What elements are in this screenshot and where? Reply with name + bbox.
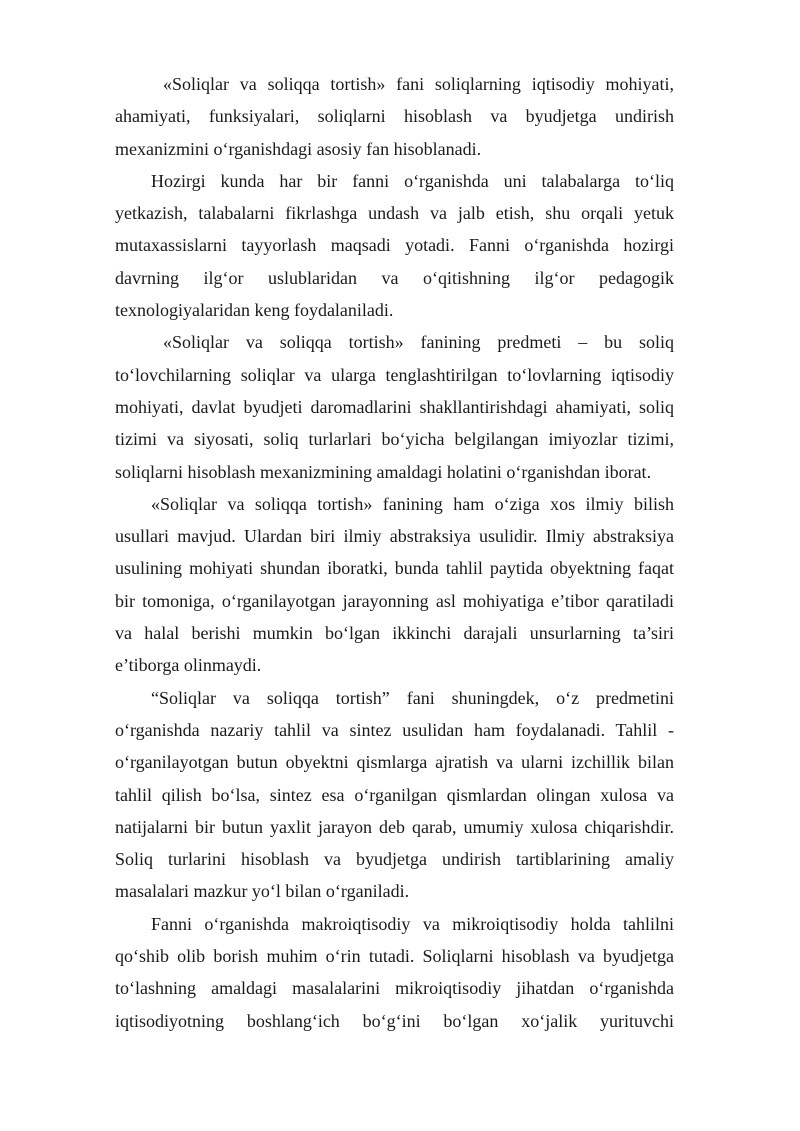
text-line: to‘lovchilarning soliqlar va ularga tenglashtirilgan to‘lovlarning iqtisodiy [115,364,674,385]
paragraph [115,682,674,908]
text-line: tizimi va siyosati, soliq turlarlari bo‘yicha belgilangan imiyozlar tizimi, [115,429,674,450]
text-line: texnologiyalaridan keng foydalaniladi. [115,300,394,321]
text-line: o‘rganilayotgan butun obyektni qismlarga ajratish va ularni izchillik bilan [115,752,674,773]
text-line: o‘rganishda nazariy tahlil va sintez usulidan ham foydalanadi. Tahlil - [115,719,674,740]
text-line: to‘lashning amaldagi masalalarini mikroiqtisodiy jihatdan o‘rganishda [115,978,674,999]
text-line: mohiyati, davlat byudjeti daromadlarini shakllantirishdagi ahamiyati, soliq [115,396,674,417]
text-line: «Soliqlar va soliqqa tortish» fanining predmeti – bu soliq [163,332,674,353]
text-line: tahlil qilish bo‘lsa, sintez esa o‘rganilgan qismlardan olingan xulosa va [115,784,674,805]
text-line: natijalarni bir butun yaxlit jarayon deb qarab, umumiy xulosa chiqarishdir. [115,816,674,837]
paragraph [115,908,674,1037]
text-line: Soliq turlarini hisoblash va byudjetga undirish tartiblarining amaliy [115,849,674,870]
text-line: usullari mavjud. Ulardan biri ilmiy abstraksiya usulidir. Ilmiy abstraksiya [115,526,674,547]
text-line: yetkazish, talabalarni fikrlashga undash va jalb etish, shu orqali yetuk [115,203,674,224]
text-line: soliqlarni hisoblash mexanizmining amaldagi holatini o‘rganishdan iborat. [115,461,652,482]
body-text [115,68,674,1037]
text-line: Fanni o‘rganishda makroiqtisodiy va mikroiqtisodiy holda tahlilni [151,913,674,934]
text-line: masalalari mazkur yo‘l bilan o‘rganiladi. [115,881,410,902]
text-line: ahamiyati, funksiyalari, soliqlarni hisoblash va byudjetga undirish [115,106,674,127]
paragraph [115,68,674,165]
text-line: «Soliqlar va soliqqa tortish» fani soliqlarning iqtisodiy mohiyati, [163,74,674,94]
text-line: qo‘shib olib borish muhim o‘rin tutadi. Soliqlarni hisoblash va byudjetga [115,946,674,967]
text-line: mexanizmini o‘rganishdagi asosiy fan hisoblanadi. [115,138,482,159]
paragraph [115,488,674,682]
text-line: “Soliqlar va soliqqa tortish” fani shuningdek, o‘z predmetini [151,687,674,708]
text-line: bir tomoniga, o‘rganilayotgan jarayonning asl mohiyatiga e’tibor qaratiladi [115,590,674,611]
text-line: va halal berishi mumkin bo‘lgan ikkinchi darajali unsurlarning ta’siri [115,623,674,644]
text-line: usulining mohiyati shundan iboratki, bunda tahlil paytida obyektning faqat [115,558,674,579]
text-line: mutaxassislarni tayyorlash maqsadi yotadi. Fanni o‘rganishda hozirgi [115,235,674,256]
text-line: iqtisodiyotning boshlang‘ich bo‘g‘ini bo‘lgan xo‘jalik yurituvchi [115,1010,674,1031]
paragraph [115,326,674,487]
paragraph [115,165,674,326]
text-line: Hozirgi kunda har bir fanni o‘rganishda uni talabalarga to‘liq [151,170,674,191]
text-line: e’tiborga olinmaydi. [115,655,262,676]
text-line: davrning ilg‘or uslublaridan va o‘qitishning ilg‘or pedagogik [115,267,674,288]
text-line: «Soliqlar va soliqqa tortish» fanining ham o‘ziga xos ilmiy bilish [151,493,674,514]
